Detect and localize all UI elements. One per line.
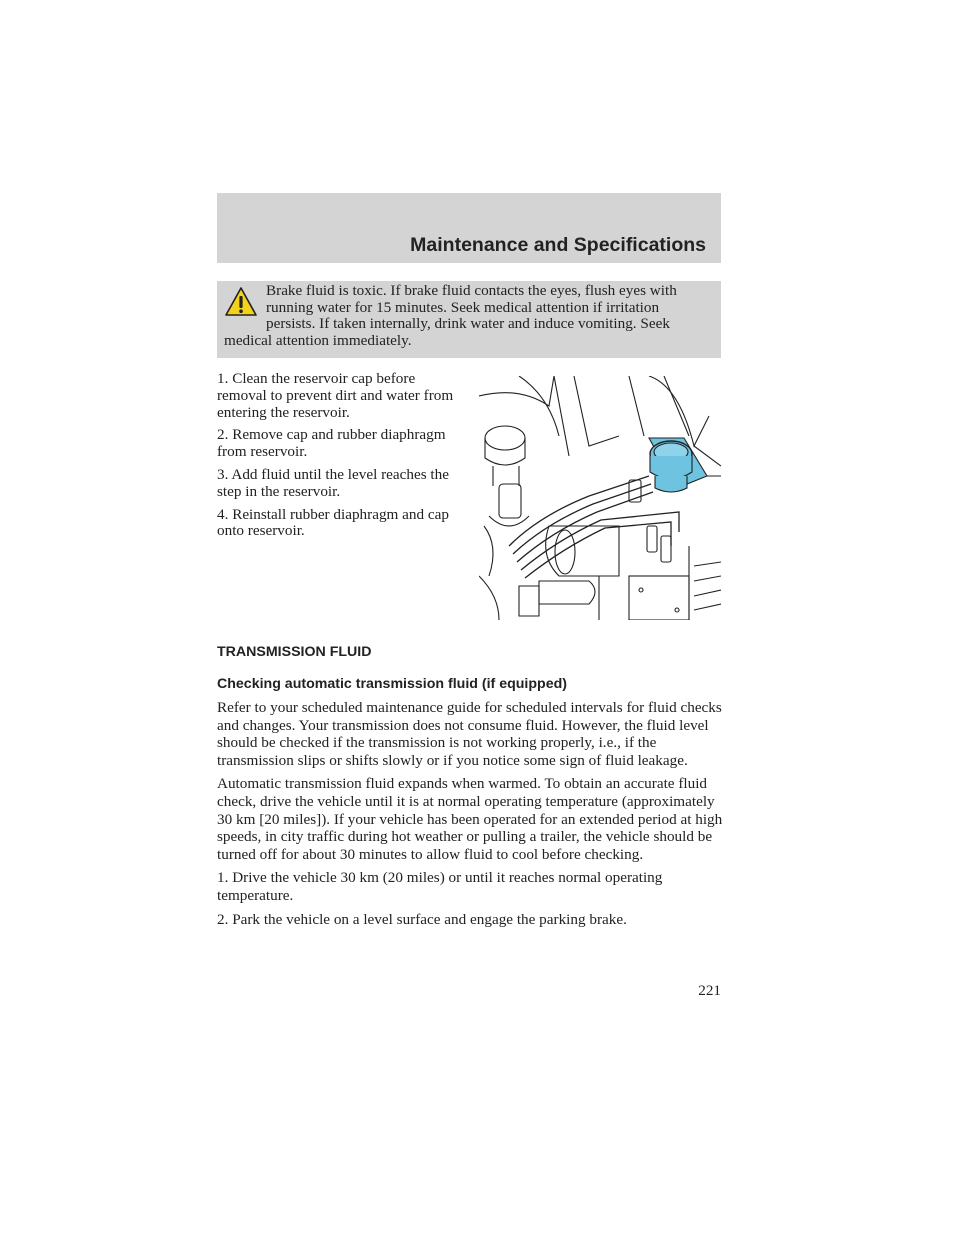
paragraph: 2. Park the vehicle on a level surface and engage the parking brake. (217, 910, 627, 928)
section-header (217, 193, 721, 263)
section-title: Maintenance and Specifications (410, 234, 706, 256)
checking-atf-subheading: Checking automatic transmission fluid (if equipped) (217, 676, 567, 692)
paragraph: 1. Drive the vehicle 30 km (20 miles) or until it reaches normal operating temperature. (217, 869, 663, 904)
paragraph: Automatic transmission fluid expands when warmed. To obtain an accurate fluid check, drive the vehicle until it is at normal operating temperature (approximately 30 km [20 miles]). If your vehicle has been operated for an extended period at high speeds, in city traffic during hot weather or pulling a trailer, the vehicle should be turned off for about 30 minutes to allow fluid to cool before checking. (217, 775, 723, 863)
step-2: 2. Remove cap and rubber diaphragm from reservoir. (217, 426, 446, 461)
step-4: 4. Reinstall rubber diaphragm and cap onto reservoir. (217, 505, 449, 540)
warning-box (217, 281, 721, 358)
brake-reservoir-illustration (479, 376, 721, 620)
step-1: 1. Clean the reservoir cap before removal to prevent dirt and water from entering the reservoir. (217, 370, 454, 421)
warning-triangle-icon (224, 286, 258, 318)
reservoir-steps (217, 371, 467, 546)
warning-text: Brake fluid is toxic. If brake fluid contacts the eyes, flush eyes with running water for 15 minutes. Seek medical attention if irritation persists. If taken internally, drink water and induce vomiting. Seek medical attention immediately. (224, 282, 677, 349)
transmission-body (217, 699, 725, 934)
step-3: 3. Add fluid until the level reaches the step in the reservoir. (217, 465, 449, 500)
transmission-fluid-heading: TRANSMISSION FLUID (217, 644, 372, 660)
page-number: 221 (698, 982, 721, 999)
paragraph: Refer to your scheduled maintenance guide for scheduled intervals for fluid checks and changes. Your transmission does not consume fluid. However, the fluid level should be checked if the transmission is not working properly, i.e., if the transmission slips or shifts slowly or if you notice some sign of fluid leakage. (217, 699, 722, 769)
